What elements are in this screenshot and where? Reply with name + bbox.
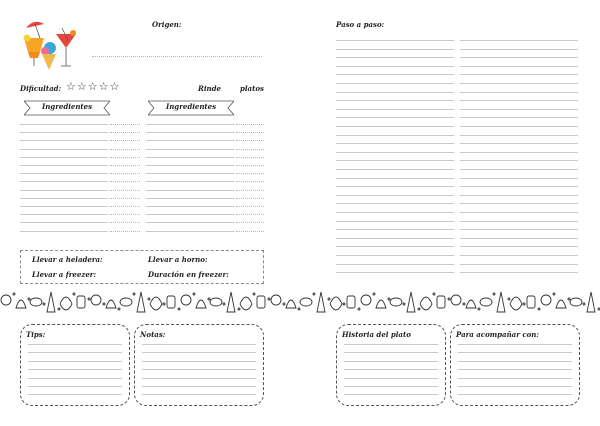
- step-line: [460, 66, 578, 67]
- ingredient-qty-line: [110, 198, 140, 199]
- ingredients-header-1: Ingredientes: [41, 102, 93, 111]
- ingredient-qty-line: [236, 140, 264, 141]
- doodle-dot-icon: [373, 293, 375, 295]
- doodle-dot-icon: [493, 293, 495, 295]
- doodle-dot-icon: [508, 298, 510, 300]
- step-line: [336, 169, 454, 170]
- food-doodle-icon: [106, 300, 116, 308]
- ingredient-qty-line: [110, 132, 140, 133]
- ingredient-qty-line: [110, 157, 140, 158]
- oven-label: Llevar a horno:: [148, 255, 208, 264]
- doodle-dot-icon: [568, 298, 570, 300]
- ingredient-qty-line: [236, 165, 264, 166]
- step-line: [460, 40, 578, 41]
- difficulty-stars-icon[interactable]: ☆☆☆☆☆: [66, 80, 121, 93]
- doodle-dot-icon: [103, 303, 105, 305]
- box-writing-line: [458, 344, 572, 345]
- doodle-dot-icon: [418, 308, 420, 310]
- doodle-dot-icon: [223, 303, 225, 305]
- box-writing-line: [142, 361, 256, 362]
- step-line: [460, 117, 578, 118]
- step-line: [336, 135, 454, 136]
- food-doodle-icon: [60, 297, 72, 310]
- ingredient-qty-line: [236, 157, 264, 158]
- doodle-dot-icon: [238, 308, 240, 310]
- box-writing-line: [28, 394, 122, 395]
- ingredient-line: [20, 165, 108, 166]
- doodle-dot-icon: [253, 293, 255, 295]
- ingredient-line: [20, 132, 108, 133]
- fridge-label: Llevar a heladera:: [32, 255, 103, 264]
- food-doodle-icon: [317, 292, 325, 312]
- ingredient-line: [20, 149, 108, 150]
- step-line: [336, 160, 454, 161]
- cocktail-illustration-icon: [18, 18, 80, 76]
- ingredient-line: [20, 214, 108, 215]
- ingredient-qty-line: [236, 173, 264, 174]
- ingredient-qty-line: [110, 165, 140, 166]
- doodle-dot-icon: [28, 298, 30, 300]
- doodle-dot-icon: [463, 303, 465, 305]
- box-writing-line: [28, 386, 122, 387]
- food-doodle-icon: [167, 296, 175, 308]
- food-doodle-icon: [271, 295, 281, 305]
- step-line: [336, 264, 454, 265]
- step-line: [336, 221, 454, 222]
- box-writing-line: [458, 361, 572, 362]
- food-doodle-icon: [47, 292, 55, 312]
- step-line: [460, 135, 578, 136]
- doodle-dot-icon: [523, 303, 525, 305]
- step-line: [460, 272, 578, 273]
- ingredient-qty-line: [110, 214, 140, 215]
- box-writing-line: [458, 378, 572, 379]
- ingredient-qty-line: [110, 181, 140, 182]
- step-line: [460, 74, 578, 75]
- ingredient-line: [146, 231, 234, 232]
- food-doodle-icon: [451, 295, 461, 305]
- ingredient-line: [20, 198, 108, 199]
- step-line: [336, 66, 454, 67]
- step-line: [460, 57, 578, 58]
- food-doodle-icon: [257, 296, 265, 308]
- food-doodle-icon: [420, 297, 432, 310]
- freezer-label: Llevar a freezer:: [32, 270, 97, 279]
- doodle-dot-icon: [178, 308, 180, 310]
- ingredient-qty-line: [236, 190, 264, 191]
- doodle-dot-icon: [403, 303, 405, 305]
- food-doodle-icon: [77, 296, 85, 308]
- ingredient-qty-line: [236, 214, 264, 215]
- box-writing-line: [344, 361, 438, 362]
- food-doodle-icon: [330, 297, 342, 310]
- doodle-dot-icon: [208, 298, 210, 300]
- step-line: [460, 126, 578, 127]
- step-line: [460, 49, 578, 50]
- food-doodle-icon: [527, 296, 535, 308]
- step-line: [336, 126, 454, 127]
- step-line: [460, 160, 578, 161]
- doodle-dot-icon: [283, 303, 285, 305]
- box-writing-line: [344, 386, 438, 387]
- food-doodle-icon: [347, 296, 355, 308]
- doodle-dot-icon: [388, 298, 390, 300]
- ingredient-line: [146, 222, 234, 223]
- step-line: [460, 221, 578, 222]
- food-doodle-icon: [466, 300, 476, 308]
- doodle-dot-icon: [43, 303, 45, 305]
- doodle-dot-icon: [343, 303, 345, 305]
- step-line: [336, 238, 454, 239]
- ingredient-qty-line: [236, 198, 264, 199]
- ingredient-line: [20, 231, 108, 232]
- history-label: Historia del plato: [342, 330, 411, 339]
- ingredient-line: [20, 190, 108, 191]
- step-line: [336, 92, 454, 93]
- ingredient-line: [146, 198, 234, 199]
- step-line: [336, 203, 454, 204]
- food-doodle-icon: [181, 295, 191, 305]
- food-doodle-icon: [210, 298, 222, 306]
- food-doodle-icon: [376, 300, 386, 308]
- doodle-dot-icon: [148, 298, 150, 300]
- step-line: [460, 92, 578, 93]
- food-doodle-icon: [196, 300, 206, 308]
- ingredient-qty-line: [110, 140, 140, 141]
- food-doodle-icon: [587, 292, 595, 312]
- step-line: [336, 109, 454, 110]
- step-line: [460, 238, 578, 239]
- food-doodle-icon: [570, 298, 582, 306]
- doodle-dot-icon: [298, 308, 300, 310]
- food-doodle-icon: [240, 297, 252, 310]
- box-writing-line: [28, 361, 122, 362]
- step-line: [460, 229, 578, 230]
- step-line: [460, 152, 578, 153]
- food-doodle-icon: [286, 300, 296, 308]
- step-line: [460, 203, 578, 204]
- doodle-dot-icon: [313, 293, 315, 295]
- food-doodle-icon: [91, 295, 101, 305]
- doodle-dot-icon: [583, 303, 585, 305]
- box-writing-line: [28, 344, 122, 345]
- step-line: [336, 272, 454, 273]
- step-line: [460, 195, 578, 196]
- ingredient-qty-line: [110, 222, 140, 223]
- ingredient-line: [146, 181, 234, 182]
- step-line: [336, 186, 454, 187]
- box-writing-line: [142, 369, 256, 370]
- box-writing-line: [344, 378, 438, 379]
- doodle-dot-icon: [358, 308, 360, 310]
- step-line: [336, 143, 454, 144]
- doodle-dot-icon: [73, 293, 75, 295]
- servings-unit: platos: [240, 84, 264, 93]
- doodle-dot-icon: [448, 298, 450, 300]
- ingredient-line: [20, 206, 108, 207]
- ingredient-line: [20, 124, 108, 125]
- doodle-dot-icon: [268, 298, 270, 300]
- step-line: [336, 178, 454, 179]
- ingredient-line: [20, 181, 108, 182]
- box-writing-line: [28, 369, 122, 370]
- ingredient-qty-line: [110, 173, 140, 174]
- step-line: [460, 83, 578, 84]
- food-doodle-icon: [390, 298, 402, 306]
- doodle-dot-icon: [553, 293, 555, 295]
- food-doodle-icon: [30, 298, 42, 306]
- food-doodle-icon: [150, 297, 162, 310]
- step-line: [460, 264, 578, 265]
- doodle-dot-icon: [193, 293, 195, 295]
- doodle-dot-icon: [133, 293, 135, 295]
- steps-label: Paso a paso:: [336, 20, 385, 29]
- ingredient-line: [146, 132, 234, 133]
- box-writing-line: [142, 386, 256, 387]
- doodle-dot-icon: [478, 308, 480, 310]
- ingredient-line: [146, 165, 234, 166]
- doodle-dot-icon: [58, 308, 60, 310]
- freezer-duration-label: Duración en freezer:: [148, 270, 229, 279]
- ingredient-qty-line: [236, 181, 264, 182]
- ingredient-qty-line: [236, 206, 264, 207]
- tips-label: Tips:: [26, 330, 46, 339]
- ingredient-qty-line: [110, 124, 140, 125]
- pairing-label: Para acompañar con:: [456, 330, 539, 339]
- ingredient-line: [146, 214, 234, 215]
- step-line: [336, 74, 454, 75]
- food-doodle-icon: [407, 292, 415, 312]
- food-doodle-icon: [556, 300, 566, 308]
- step-line: [336, 49, 454, 50]
- step-line: [460, 212, 578, 213]
- box-writing-line: [458, 369, 572, 370]
- doodle-dot-icon: [163, 303, 165, 305]
- box-writing-line: [142, 352, 256, 353]
- food-doodle-pattern-icon: [0, 288, 600, 318]
- step-line: [460, 246, 578, 247]
- origin-line[interactable]: [92, 56, 262, 57]
- food-doodle-icon: [510, 297, 522, 310]
- step-line: [460, 109, 578, 110]
- box-writing-line: [458, 386, 572, 387]
- notes-label: Notas:: [140, 330, 166, 339]
- box-writing-line: [344, 352, 438, 353]
- food-doodle-icon: [480, 298, 492, 306]
- box-writing-line: [344, 369, 438, 370]
- ingredient-line: [146, 206, 234, 207]
- ingredient-qty-line: [110, 231, 140, 232]
- ingredient-line: [146, 173, 234, 174]
- doodle-dot-icon: [538, 308, 540, 310]
- ingredient-qty-line: [236, 124, 264, 125]
- step-line: [336, 40, 454, 41]
- step-line: [336, 152, 454, 153]
- ingredient-qty-line: [236, 149, 264, 150]
- doodle-dot-icon: [433, 293, 435, 295]
- doodle-dot-icon: [88, 298, 90, 300]
- food-doodle-icon: [227, 292, 235, 312]
- ingredient-line: [20, 140, 108, 141]
- box-writing-line: [344, 394, 438, 395]
- food-doodle-icon: [541, 295, 551, 305]
- step-line: [460, 186, 578, 187]
- food-doodle-icon: [361, 295, 371, 305]
- step-line: [336, 100, 454, 101]
- origin-label: Origen:: [152, 20, 182, 29]
- box-writing-line: [28, 378, 122, 379]
- ingredients-header-2: Ingredientes: [165, 102, 217, 111]
- box-writing-line: [142, 378, 256, 379]
- doodle-dot-icon: [118, 308, 120, 310]
- box-writing-line: [28, 352, 122, 353]
- doodle-dot-icon: [328, 298, 330, 300]
- food-doodle-icon: [120, 298, 132, 306]
- food-doodle-icon: [137, 292, 145, 312]
- ingredient-qty-line: [110, 206, 140, 207]
- step-line: [460, 178, 578, 179]
- ingredient-line: [146, 157, 234, 158]
- box-writing-line: [142, 344, 256, 345]
- step-line: [460, 255, 578, 256]
- food-doodle-icon: [1, 295, 11, 305]
- step-line: [336, 229, 454, 230]
- food-doodle-icon: [16, 300, 26, 308]
- difficulty-label: Dificultad:: [20, 84, 62, 93]
- box-writing-line: [142, 394, 256, 395]
- food-doodle-icon: [437, 296, 445, 308]
- step-line: [336, 255, 454, 256]
- ingredient-qty-line: [236, 132, 264, 133]
- ingredient-qty-line: [110, 190, 140, 191]
- ingredient-qty-line: [236, 222, 264, 223]
- box-writing-line: [458, 352, 572, 353]
- ingredient-line: [146, 149, 234, 150]
- ingredient-line: [20, 173, 108, 174]
- ingredient-qty-line: [110, 149, 140, 150]
- step-line: [336, 212, 454, 213]
- ingredient-line: [146, 140, 234, 141]
- ingredient-line: [146, 190, 234, 191]
- doodle-dot-icon: [13, 293, 15, 295]
- ingredient-line: [146, 124, 234, 125]
- ingredient-line: [20, 222, 108, 223]
- step-line: [336, 246, 454, 247]
- step-line: [460, 169, 578, 170]
- food-doodle-icon: [300, 298, 312, 306]
- box-writing-line: [458, 394, 572, 395]
- step-line: [336, 57, 454, 58]
- box-writing-line: [344, 344, 438, 345]
- step-line: [336, 83, 454, 84]
- step-line: [336, 195, 454, 196]
- servings-label: Rinde: [198, 84, 221, 93]
- step-line: [460, 143, 578, 144]
- ingredient-qty-line: [236, 231, 264, 232]
- step-line: [336, 117, 454, 118]
- food-doodle-icon: [497, 292, 505, 312]
- step-line: [460, 100, 578, 101]
- ingredient-line: [20, 157, 108, 158]
